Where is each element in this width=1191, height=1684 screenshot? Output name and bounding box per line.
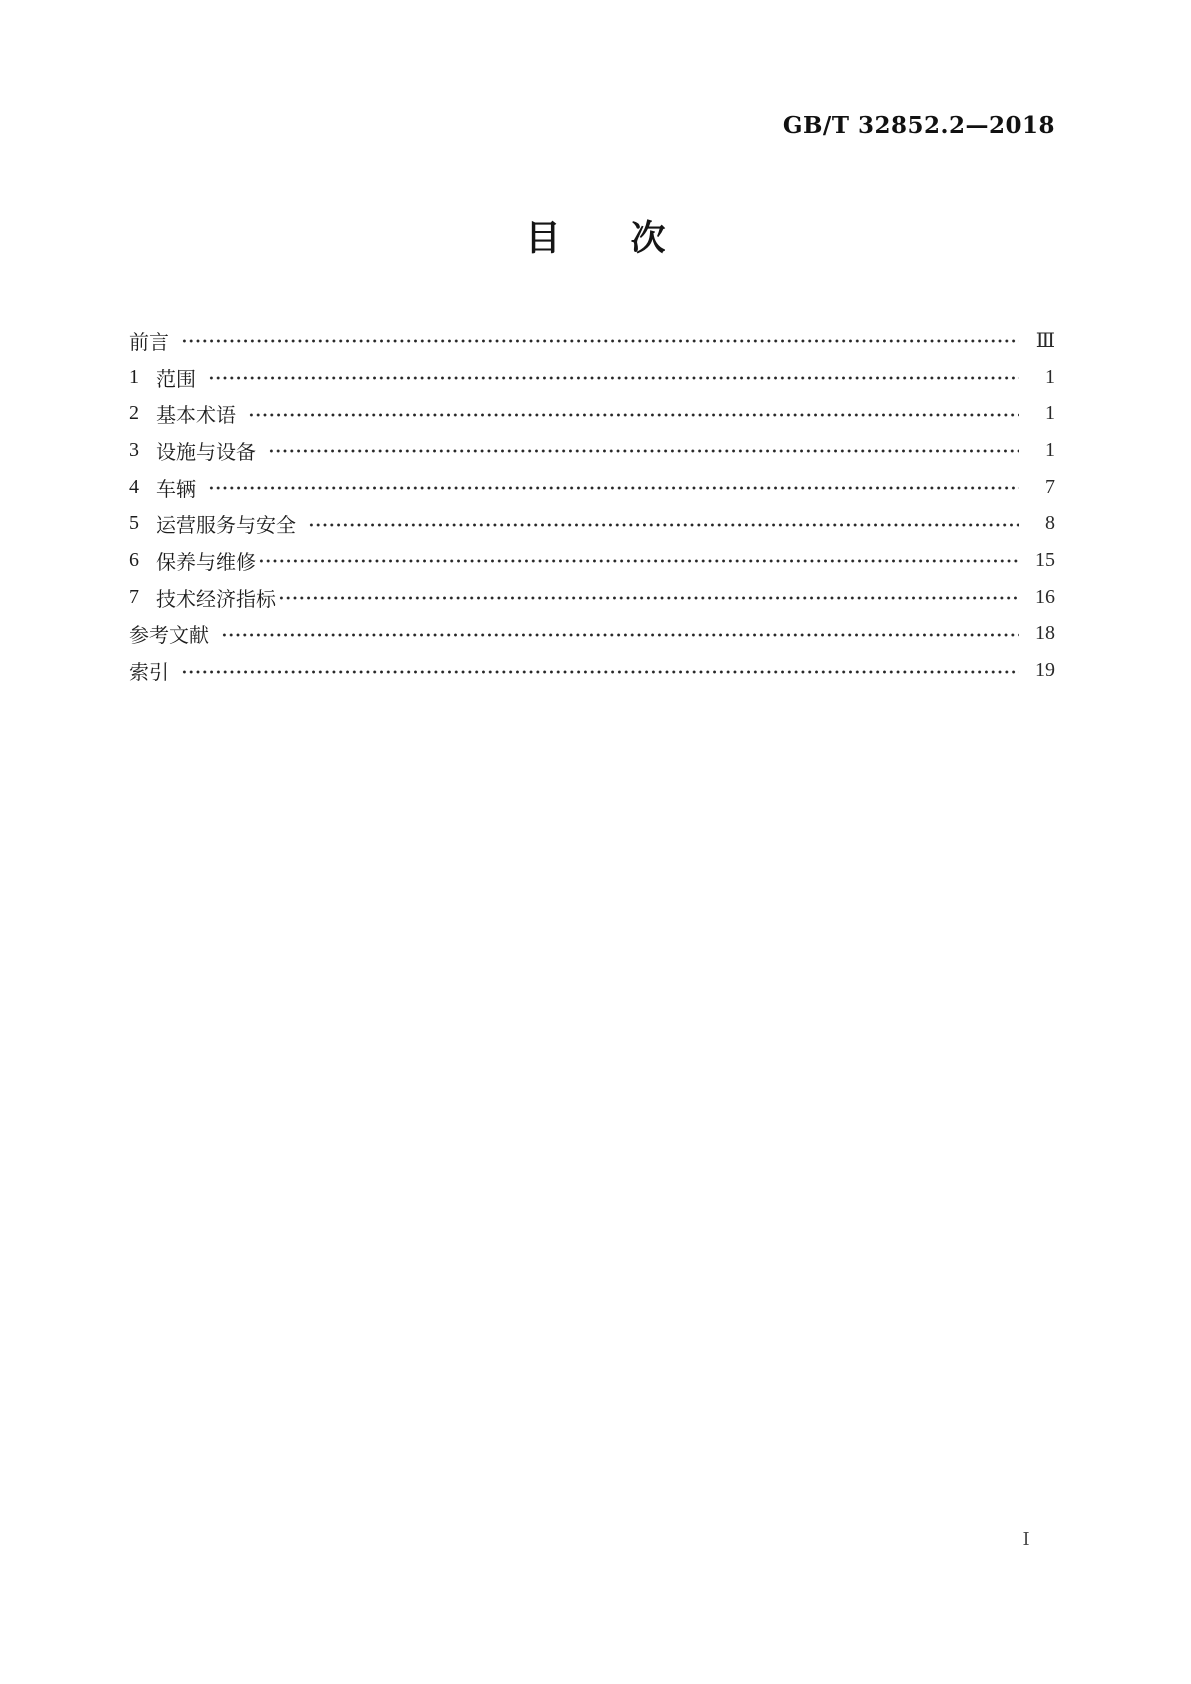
toc-item-number: 6 <box>129 548 139 571</box>
toc-item-label: 运营服务与安全 <box>156 515 296 538</box>
toc-item-number: 3 <box>129 438 139 461</box>
page-title: 目 次 <box>525 219 666 259</box>
toc-item-number: 5 <box>129 512 139 535</box>
toc-item-page: 19 <box>1035 659 1055 682</box>
toc-item-label: 范围 <box>156 368 196 391</box>
toc-row <box>129 542 1055 579</box>
toc-leader-dots <box>308 515 1019 535</box>
toc-item-page: 8 <box>1045 512 1055 535</box>
toc-row <box>129 505 1055 542</box>
toc-item-number: 4 <box>129 475 139 498</box>
toc-item-page: 7 <box>1045 475 1055 498</box>
toc-leader-dots <box>181 331 1019 351</box>
toc-leader-dots <box>248 405 1019 425</box>
toc-row <box>129 359 1055 396</box>
toc <box>129 322 1055 689</box>
toc-leader-dots <box>181 662 1019 682</box>
toc-item-label: 技术经济指标 <box>156 588 276 611</box>
toc-item-page: 15 <box>1035 548 1055 571</box>
toc-item-page: Ⅲ <box>1035 329 1055 352</box>
toc-item-page: 1 <box>1045 402 1055 425</box>
toc-leader-dots <box>208 478 1019 498</box>
toc-leader-dots <box>221 625 1019 645</box>
toc-item-label: 车辆 <box>156 478 196 501</box>
toc-leader-dots <box>268 441 1019 461</box>
toc-row <box>129 579 1055 616</box>
toc-leader-dots <box>278 588 1019 608</box>
toc-leader-dots <box>258 551 1019 571</box>
toc-item-label: 设施与设备 <box>156 441 256 464</box>
standard-number: GB/T 32852.2—2018 <box>782 112 1055 139</box>
toc-item-label: 参考文献 <box>129 625 209 648</box>
toc-item-label: 前言 <box>129 331 169 354</box>
toc-item-number: 1 <box>129 365 139 388</box>
toc-row <box>129 432 1055 469</box>
footer-page-number: Ⅰ <box>1022 1529 1030 1550</box>
toc-item-page: 1 <box>1045 365 1055 388</box>
toc-item-label: 保养与维修 <box>156 551 256 574</box>
toc-item-number: 7 <box>129 585 139 608</box>
toc-item-number: 2 <box>129 402 139 425</box>
toc-row <box>129 395 1055 432</box>
toc-row <box>129 469 1055 506</box>
toc-item-page: 18 <box>1035 622 1055 645</box>
toc-item-page: 1 <box>1045 438 1055 461</box>
toc-row <box>129 616 1055 653</box>
toc-item-page: 16 <box>1035 585 1055 608</box>
toc-row <box>129 322 1055 359</box>
toc-leader-dots <box>208 368 1019 388</box>
toc-row <box>129 652 1055 689</box>
toc-item-label: 基本术语 <box>156 405 236 428</box>
toc-item-label: 索引 <box>129 662 169 685</box>
